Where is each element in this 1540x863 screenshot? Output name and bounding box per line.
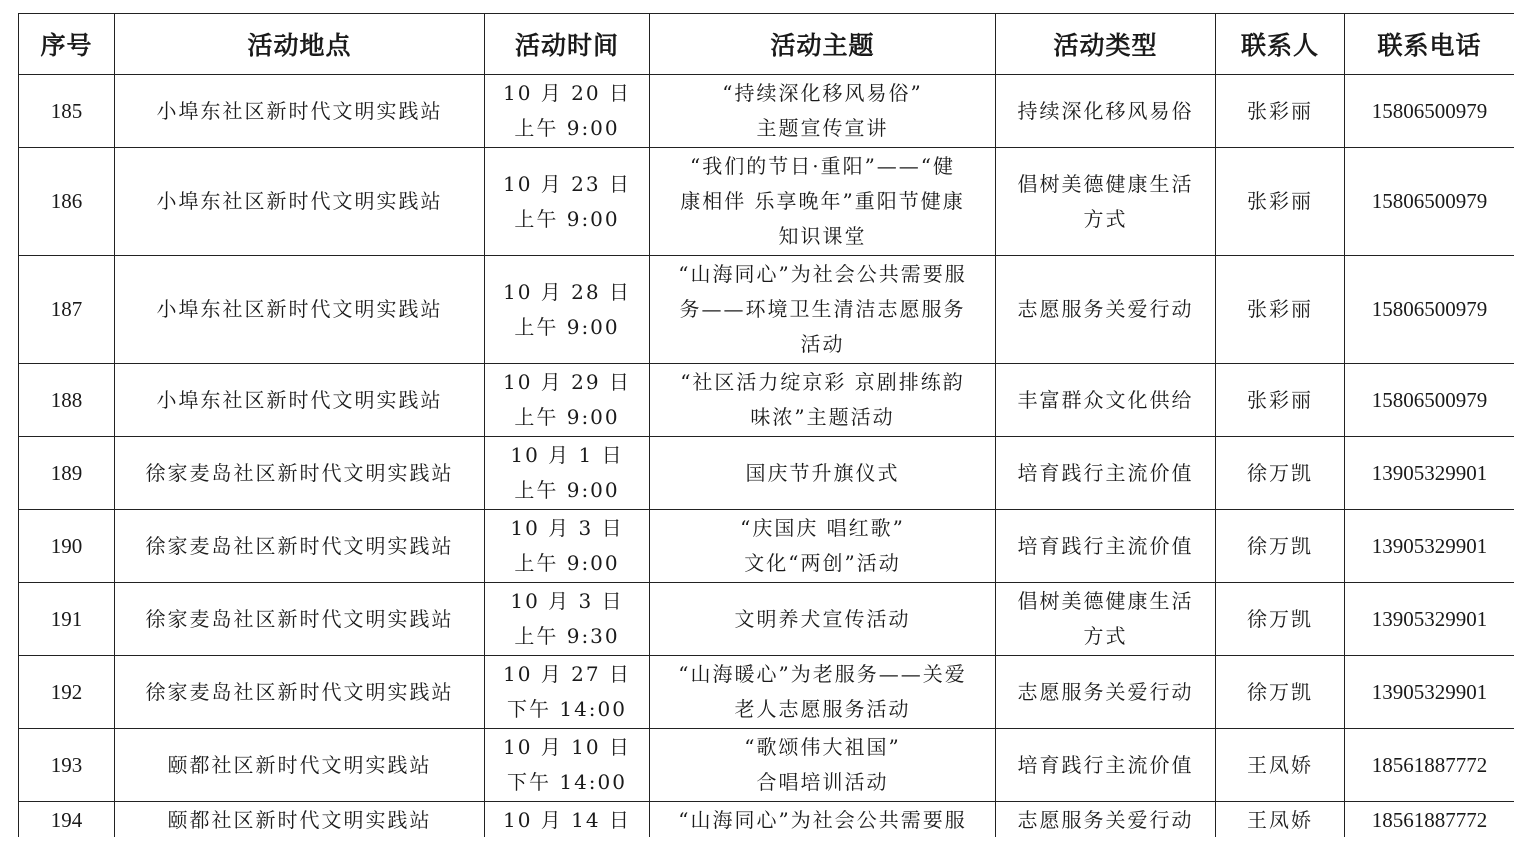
row-location: 徐家麦岛社区新时代文明实践站 (115, 583, 485, 656)
row-theme: “我们的节日·重阳”——“健 康相伴 乐享晚年”重阳节健康 知识课堂 (650, 148, 996, 256)
row-time: 10 月 29 日 上午 9:00 (485, 364, 650, 437)
row-type: 志愿服务关爱行动 (996, 802, 1216, 838)
header-theme: 活动主题 (650, 14, 996, 75)
row-contact: 徐万凯 (1216, 583, 1345, 656)
header-location: 活动地点 (115, 14, 485, 75)
row-time: 10 月 20 日 上午 9:00 (485, 75, 650, 148)
row-time: 10 月 3 日 上午 9:30 (485, 583, 650, 656)
table-body (19, 75, 1515, 838)
activity-schedule-sheet (18, 13, 1514, 837)
row-location: 小埠东社区新时代文明实践站 (115, 75, 485, 148)
row-contact: 王凤娇 (1216, 802, 1345, 838)
row-time: 10 月 1 日 上午 9:00 (485, 437, 650, 510)
row-contact: 张彩丽 (1216, 148, 1345, 256)
row-phone: 13905329901 (1345, 437, 1515, 510)
table-row (19, 583, 1515, 656)
row-phone: 13905329901 (1345, 510, 1515, 583)
row-time: 10 月 10 日 下午 14:00 (485, 729, 650, 802)
header-time: 活动时间 (485, 14, 650, 75)
table-row (19, 802, 1515, 838)
header-type: 活动类型 (996, 14, 1216, 75)
table-row (19, 75, 1515, 148)
row-type: 培育践行主流价值 (996, 437, 1216, 510)
row-theme: “山海同心”为社会公共需要服 (650, 802, 996, 838)
row-phone: 15806500979 (1345, 256, 1515, 364)
row-type: 志愿服务关爱行动 (996, 656, 1216, 729)
table-row (19, 729, 1515, 802)
row-index: 192 (19, 656, 115, 729)
row-theme: “庆国庆 唱红歌” 文化“两创”活动 (650, 510, 996, 583)
row-index: 189 (19, 437, 115, 510)
row-type: 培育践行主流价值 (996, 729, 1216, 802)
row-index: 193 (19, 729, 115, 802)
row-phone: 18561887772 (1345, 729, 1515, 802)
row-theme: “持续深化移风易俗” 主题宣传宣讲 (650, 75, 996, 148)
header-index: 序号 (19, 14, 115, 75)
row-type: 倡树美德健康生活 方式 (996, 148, 1216, 256)
row-type: 培育践行主流价值 (996, 510, 1216, 583)
row-location: 颐都社区新时代文明实践站 (115, 729, 485, 802)
row-location: 徐家麦岛社区新时代文明实践站 (115, 510, 485, 583)
row-contact: 徐万凯 (1216, 510, 1345, 583)
row-location: 徐家麦岛社区新时代文明实践站 (115, 437, 485, 510)
row-theme: 国庆节升旗仪式 (650, 437, 996, 510)
row-location: 徐家麦岛社区新时代文明实践站 (115, 656, 485, 729)
table-row (19, 256, 1515, 364)
row-location: 小埠东社区新时代文明实践站 (115, 148, 485, 256)
row-index: 187 (19, 256, 115, 364)
row-theme: “山海暖心”为老服务——关爱 老人志愿服务活动 (650, 656, 996, 729)
row-theme: 文明养犬宣传活动 (650, 583, 996, 656)
row-index: 185 (19, 75, 115, 148)
row-location: 小埠东社区新时代文明实践站 (115, 364, 485, 437)
row-contact: 张彩丽 (1216, 256, 1345, 364)
row-contact: 张彩丽 (1216, 364, 1345, 437)
row-contact: 王凤娇 (1216, 729, 1345, 802)
table-row (19, 437, 1515, 510)
table-row (19, 148, 1515, 256)
table-row (19, 510, 1515, 583)
row-phone: 15806500979 (1345, 75, 1515, 148)
activity-table (18, 13, 1514, 837)
row-contact: 张彩丽 (1216, 75, 1345, 148)
row-time: 10 月 14 日 (485, 802, 650, 838)
row-time: 10 月 27 日 下午 14:00 (485, 656, 650, 729)
row-type: 持续深化移风易俗 (996, 75, 1216, 148)
row-phone: 15806500979 (1345, 364, 1515, 437)
row-phone: 13905329901 (1345, 656, 1515, 729)
table-header-row (19, 14, 1515, 75)
row-theme: “歌颂伟大祖国” 合唱培训活动 (650, 729, 996, 802)
row-theme: “山海同心”为社会公共需要服 务——环境卫生清洁志愿服务 活动 (650, 256, 996, 364)
table-row (19, 364, 1515, 437)
row-phone: 15806500979 (1345, 148, 1515, 256)
row-type: 丰富群众文化供给 (996, 364, 1216, 437)
table-row (19, 656, 1515, 729)
row-time: 10 月 3 日 上午 9:00 (485, 510, 650, 583)
row-location: 小埠东社区新时代文明实践站 (115, 256, 485, 364)
row-type: 倡树美德健康生活 方式 (996, 583, 1216, 656)
row-theme: “社区活力绽京彩 京剧排练韵 味浓”主题活动 (650, 364, 996, 437)
row-phone: 18561887772 (1345, 802, 1515, 838)
row-contact: 徐万凯 (1216, 656, 1345, 729)
row-type: 志愿服务关爱行动 (996, 256, 1216, 364)
row-location: 颐都社区新时代文明实践站 (115, 802, 485, 838)
row-index: 188 (19, 364, 115, 437)
row-index: 186 (19, 148, 115, 256)
header-contact: 联系人 (1216, 14, 1345, 75)
row-contact: 徐万凯 (1216, 437, 1345, 510)
row-time: 10 月 28 日 上午 9:00 (485, 256, 650, 364)
row-index: 190 (19, 510, 115, 583)
row-index: 194 (19, 802, 115, 838)
row-index: 191 (19, 583, 115, 656)
header-phone: 联系电话 (1345, 14, 1515, 75)
row-phone: 13905329901 (1345, 583, 1515, 656)
row-time: 10 月 23 日 上午 9:00 (485, 148, 650, 256)
